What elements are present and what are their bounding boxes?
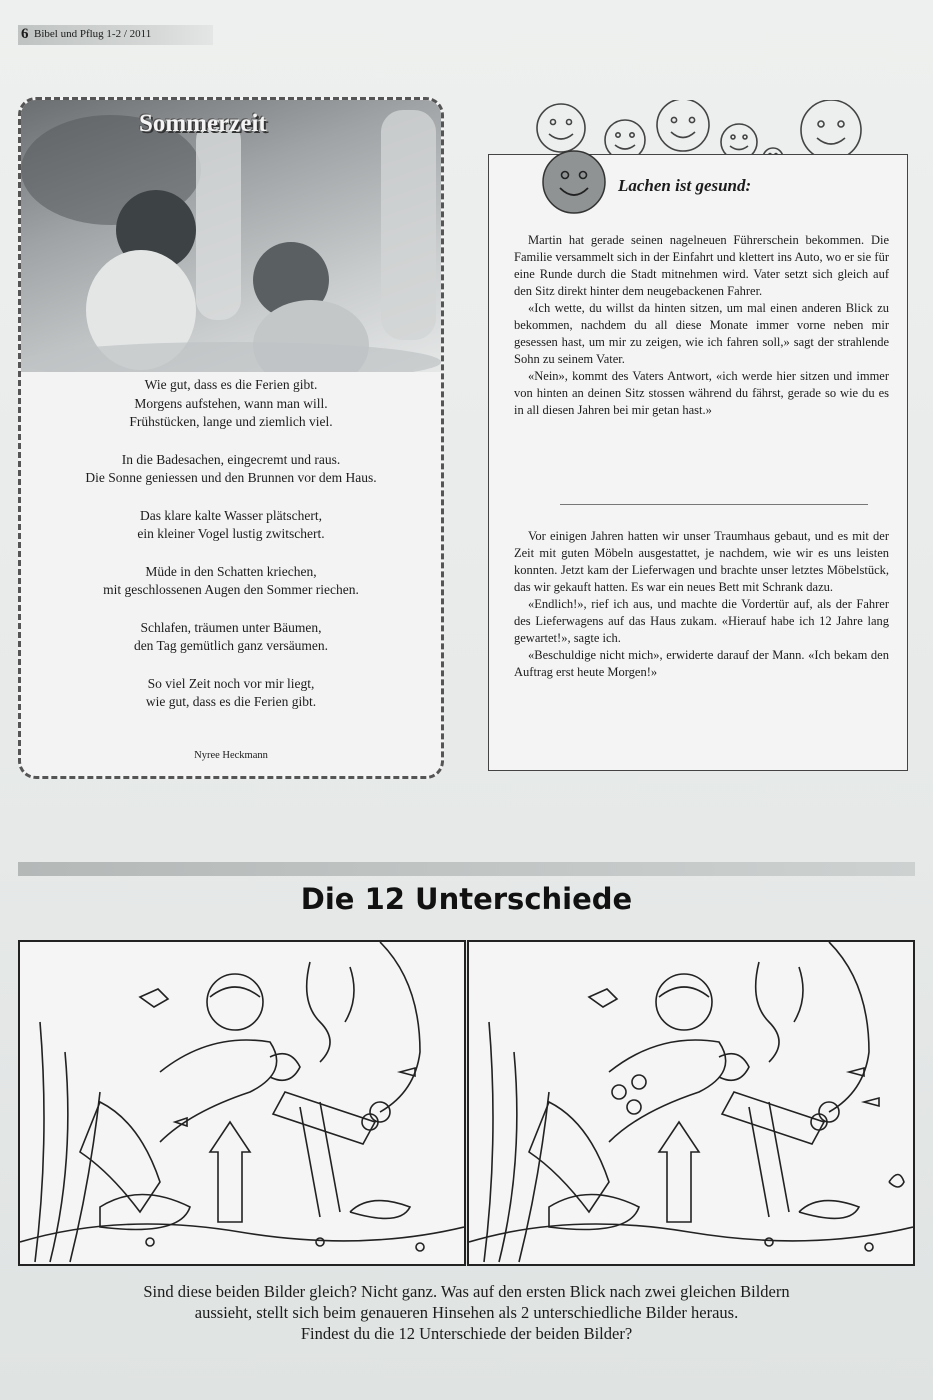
poem-stanza — [21, 507, 441, 544]
joke-text — [514, 528, 889, 681]
joke-paragraph: «Endlich!», rief ich aus, und machte die Vordertür auf, als der Fahrer des Lieferwagens auf das Haus zukam. «Hierauf habe ich 12 Jahre lang gewartet!», sagte ich. — [514, 597, 889, 645]
poem-title: Sommerzeit — [139, 110, 267, 137]
poem-line: ein kleiner Vogel lustig zwitschert. — [137, 526, 325, 541]
poem-line: So viel Zeit noch vor mir liegt, — [147, 675, 315, 691]
section-band — [18, 862, 915, 876]
poem-line: den Tag gemütlich ganz versäumen. — [133, 638, 329, 653]
poem-line: Die Sonne geniessen und den Brunnen vor dem Haus. — [85, 470, 377, 485]
publication-title: Bibel und Pflug 1-2 / 2011 — [34, 28, 152, 40]
poem-line: Morgens aufstehen, wann man will. — [134, 395, 328, 411]
running-header — [18, 25, 213, 45]
divider — [560, 504, 868, 505]
humor-title: Lachen ist gesund: — [618, 176, 752, 195]
instruction-line: Sind diese beiden Bilder gleich? Nicht ganz. Was auf den ersten Blick nach zwei gleichen Bildern — [143, 1282, 790, 1301]
puzzle-instructions — [40, 1281, 893, 1344]
diver-illustration-icon — [469, 942, 913, 1264]
joke-paragraph: Vor einigen Jahren hatten wir unser Traumhaus gebaut, und es mit der Zeit mit guten Möbeln ausgestattet, je nachdem, wie wir es uns leisten konnten. Jetzt kam der Lieferwagen und brachte unser letztes Möbelstück, das wir gekauft hatten. Es war ein neues Bett mit Schrank dazu. — [514, 529, 889, 594]
poem-stanza — [21, 619, 441, 656]
poem-line: Wie gut, dass es die Ferien gibt. — [144, 377, 318, 392]
diver-illustration-icon — [20, 942, 464, 1264]
instruction-line: Findest du die 12 Unterschiede der beiden Bilder? — [300, 1324, 633, 1343]
puzzle-image-right — [467, 940, 915, 1266]
poem-stanza — [21, 451, 441, 488]
joke-paragraph: Martin hat gerade seinen nagelneuen Führerschein bekommen. Die Familie versammelt sich in der Einfahrt und klettert ins Auto, wo er sie für eine Runde durch die Stadt mitnehmen wird. Vater setzt sich gleich auf den Sitz direkt hinter dem neugebackenen Fahrer. — [514, 233, 889, 298]
poem-panel — [18, 97, 444, 779]
poem-line: mit geschlossenen Augen den Sommer riechen. — [103, 582, 359, 597]
poem-line: Das klare kalte Wasser plätschert, — [140, 507, 322, 523]
puzzle-title: Die 12 Unterschiede — [300, 882, 633, 916]
page-number: 6 — [21, 26, 29, 42]
poem-line: Frühstücken, lange und ziemlich viel. — [129, 414, 333, 429]
instruction-line: aussieht, stellt sich beim genaueren Hinsehen als 2 unterschiedliche Bilder heraus. — [194, 1303, 739, 1322]
smiley-icon — [540, 148, 608, 216]
joke-paragraph: «Nein», kommt des Vaters Antwort, «ich werde hier sitzen und immer von hinten an deinen Sitz stossen während du fährst, gerade so wie du es in all diesen Jahren bei mir getan hast.» — [514, 369, 889, 417]
poem-stanza — [21, 376, 441, 432]
poem-stanza — [21, 563, 441, 600]
poem-line: wie gut, dass es die Ferien gibt. — [145, 694, 317, 709]
children-photo — [21, 100, 441, 372]
poem-body — [21, 376, 441, 731]
poem-line: Schlafen, träumen unter Bäumen, — [140, 619, 322, 635]
joke-paragraph: «Ich wette, du willst da hinten sitzen, um mal einen anderen Blick zu bekommen, nachdem du all diese Monate immer vorne neben mir gesessen hast, um mir zu zeigen, wie ich fahren soll,» sagt der strahlende Sohn zu seinem Vater. — [514, 301, 889, 366]
poem-author: Nyree Heckmann — [194, 750, 268, 761]
joke-paragraph: «Beschuldige nicht mich», erwiderte darauf der Mann. «Ich bekam den Auftrag erst heute Morgen!» — [514, 648, 889, 679]
poem-stanza — [21, 675, 441, 712]
poem-line: Müde in den Schatten kriechen, — [145, 563, 317, 579]
puzzle-image-left — [18, 940, 466, 1266]
joke-text — [514, 232, 889, 419]
poem-line: In die Badesachen, eingecremt und raus. — [121, 451, 341, 467]
